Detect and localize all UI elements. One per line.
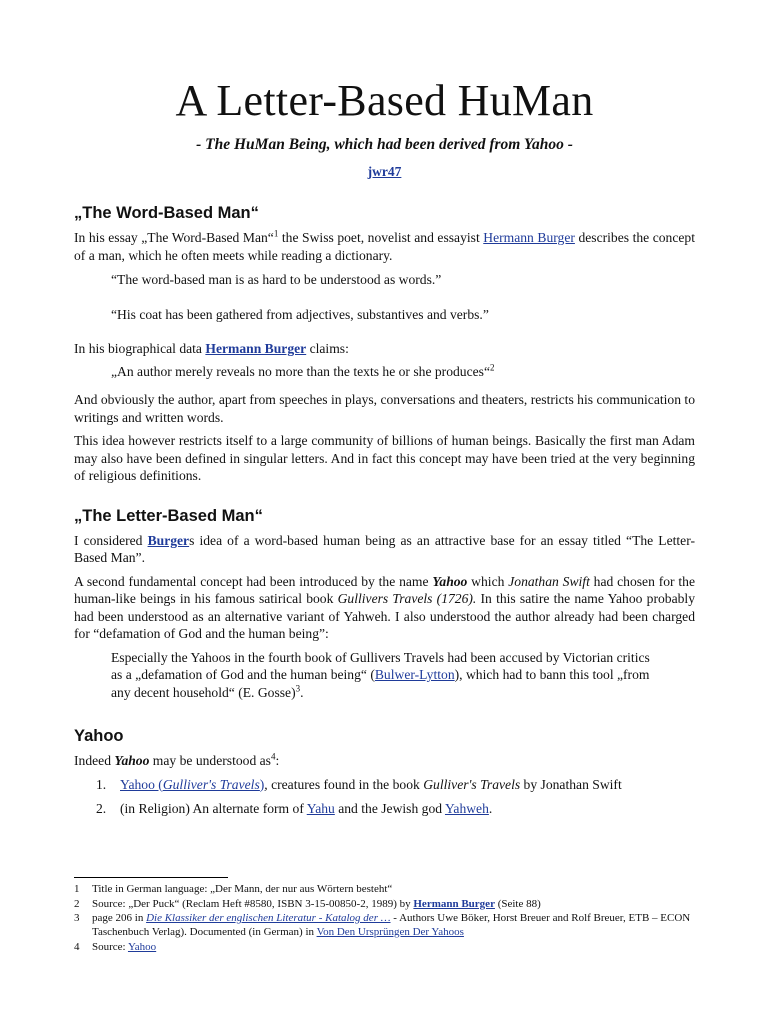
- bulwer-lytton-link[interactable]: Bulwer-Lytton: [374, 667, 455, 682]
- footnote-ref[interactable]: 3: [295, 682, 301, 693]
- paragraph: [74, 340, 695, 358]
- text-span: Especially the Yahoos in the fourth book of Gullivers Travels had been accused by Victorian critics as a „defamation of God and the human being“ (: [111, 649, 650, 682]
- author-link-container: [74, 164, 695, 180]
- text-span: - Authors Uwe Böker, Horst Breuer and Rolf Breuer, ETB – ECON Taschenbuch Verlag). Documented (in German) in: [92, 912, 691, 938]
- text-span: Source:: [92, 941, 128, 953]
- definition-list: [74, 776, 695, 818]
- hermann-burger-link[interactable]: Hermann Burger: [205, 341, 307, 356]
- hermann-burger-link[interactable]: Hermann Burger: [413, 898, 495, 910]
- quote: “His coat has been gathered from adjectives, substantives and verbs.”: [111, 306, 489, 322]
- text-span: Indeed: [74, 753, 115, 768]
- paragraph: [74, 532, 695, 567]
- footnote-ref[interactable]: 2: [489, 361, 495, 372]
- yahoo-source-link[interactable]: Yahoo: [127, 941, 157, 953]
- text-span: :: [275, 753, 280, 768]
- text-span: In his essay „The Word-Based Man“: [74, 230, 274, 245]
- quote: “The word-based man is as hard to be understood as words.”: [111, 272, 442, 287]
- list-item: [74, 800, 695, 818]
- yahoo-gullivers-link[interactable]: [120, 777, 264, 792]
- paragraph: [74, 573, 695, 643]
- footnote-text: [92, 912, 695, 939]
- text-span: In this satire the name Yahoo probably had been understood as an alternative variant of Yahweh. I also understood the author already had been charged for “defamation of God and the human being”:: [74, 591, 695, 641]
- text-span: Gulliver's Travels: [423, 776, 521, 792]
- footnote-ref[interactable]: 1: [273, 228, 279, 239]
- footnote-text: Title in German language: „Der Mann, der nur aus Wörtern besteht“: [92, 883, 393, 895]
- footnote-text: [92, 941, 695, 955]
- paragraph: And obviously the author, apart from speeches in plays, conversations and theaters, restricts his communication to writings and written words.: [74, 392, 695, 425]
- text-span: and the Jewish god: [334, 801, 445, 816]
- text-span: I considered: [74, 532, 148, 548]
- text-span: Gullivers Travels (1726).: [337, 591, 477, 606]
- footnote: [74, 941, 695, 955]
- footnote-text: [92, 898, 695, 912]
- section-heading-yahoo: Yahoo: [74, 727, 124, 745]
- footnote-number: 2: [74, 898, 80, 910]
- text-span: claims:: [306, 341, 349, 356]
- section-heading-word-based: „The Word-Based Man“: [74, 204, 259, 222]
- text-span: (Seite 88): [494, 898, 541, 910]
- quote: [111, 363, 695, 381]
- text-span: may be understood as: [149, 753, 271, 768]
- text-span: page 206 in: [92, 912, 147, 924]
- text-span: which: [467, 573, 509, 589]
- hermann-burger-link[interactable]: Hermann Burger: [483, 230, 575, 245]
- text-span: .: [488, 801, 493, 816]
- document-title: A Letter-Based HuMan: [175, 76, 594, 125]
- text-span: Gulliver's Travels: [162, 776, 260, 792]
- paragraph: [74, 229, 695, 264]
- text-span: A second fundamental concept had been introduced by the name: [74, 573, 433, 589]
- footnote-divider: [74, 877, 228, 878]
- text-span: Yahoo: [432, 573, 468, 589]
- footnote: [74, 898, 695, 912]
- footnote-number: 1: [74, 883, 80, 895]
- footnote: [74, 912, 695, 939]
- text-span: Yahoo: [114, 753, 150, 768]
- text-span: Source: „Der Puck“ (Reclam Heft #8580, ISBN 3-15-00850-2, 1989) by: [92, 898, 414, 910]
- ursprungen-yahoos-link[interactable]: Von Den Ursprüngen Der Yahoos: [316, 925, 464, 938]
- text-span: .: [300, 684, 304, 700]
- text-span: Yahoo (: [120, 776, 163, 792]
- burger-link[interactable]: Burger: [147, 532, 190, 548]
- text-span: , creatures found in the book: [264, 776, 424, 792]
- paragraph: [74, 752, 695, 770]
- author-link[interactable]: jwr47: [367, 164, 402, 179]
- list-number: 1.: [96, 776, 107, 792]
- text-span: Jonathan Swift: [508, 573, 590, 589]
- text-span: „An author merely reveals no more than the texts he or she produces“: [111, 363, 490, 379]
- text-span: s idea of a word-based human being as an attractive base for an essay titled “The Letter-Based Man”.: [74, 532, 695, 565]
- footnote-ref[interactable]: 4: [270, 751, 276, 762]
- text-span: ): [259, 776, 265, 792]
- klassiker-link[interactable]: Die Klassiker der englischen Literatur - Katalog der …: [146, 912, 391, 924]
- list-number: 2.: [96, 801, 107, 816]
- quote: [111, 649, 661, 702]
- text-span: by Jonathan Swift: [520, 776, 622, 792]
- footnote-number: 3: [74, 912, 80, 924]
- section-heading-letter-based: „The Letter-Based Man“: [74, 506, 263, 525]
- yahu-link[interactable]: Yahu: [306, 801, 335, 816]
- document-page: [74, 0, 695, 818]
- text-span: ), which had to bann this tool „from any decent household“ (E. Gosse): [111, 667, 650, 700]
- paragraph: This idea however restricts itself to a large community of billions of human beings. Basically the first man Adam may also have been defined in singular letters. And in fact this concept may have been tried at the very beginning of religious definitions.: [74, 433, 695, 483]
- text-span: (in Religion) An alternate form of: [120, 801, 307, 816]
- text-span: the Swiss poet, novelist and essayist: [278, 230, 484, 245]
- yahweh-link[interactable]: Yahweh: [444, 801, 489, 816]
- footnote: [74, 883, 695, 897]
- text-span: describes the concept of a man, which he often meets while reading a dictionary.: [74, 230, 695, 263]
- text-span: had chosen for the human-like beings in his famous satirical book: [74, 573, 695, 606]
- footnote-number: 4: [74, 941, 80, 953]
- document-subtitle: - The HuMan Being, which had been derived from Yahoo -: [196, 136, 573, 153]
- list-item: [74, 776, 695, 794]
- text-span: In his biographical data: [74, 341, 206, 356]
